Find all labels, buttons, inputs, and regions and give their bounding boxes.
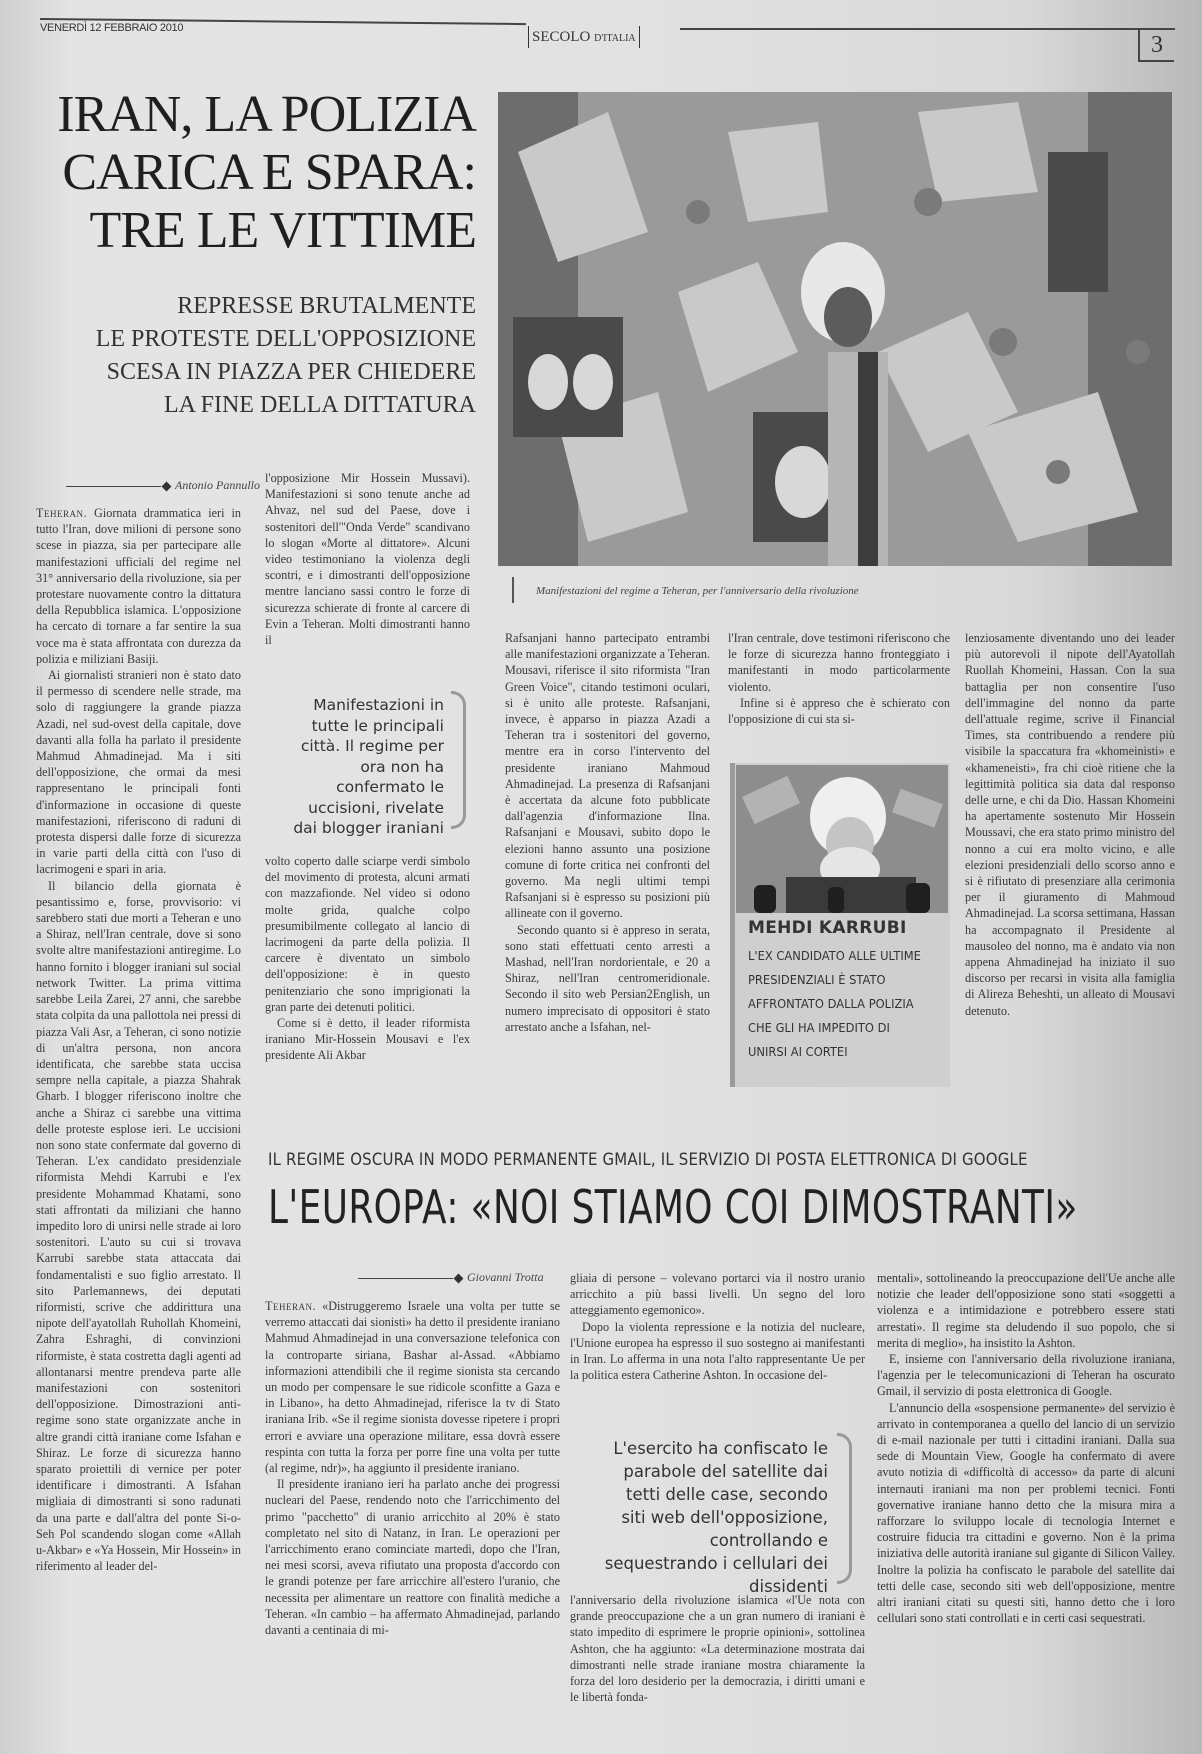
subheadline-line: LA FINE DELLA DITTATURA <box>163 392 476 418</box>
publication-suffix: D'ITALIA <box>594 33 636 44</box>
paragraph: Secondo quanto si è appreso in serata, sono stati effettuati cento arresti a Mashad, nell'Iran nordorientale, e 20 a Shiraz, nell'Iran centromeridionale. Secondo il sito web Persian2English, un numero imprecisato di oppositori è stato arrestato anche a Isfahan, nel- <box>505 922 710 1034</box>
bracket-decoration <box>837 1433 852 1584</box>
dateline: Teheran. <box>36 506 87 520</box>
byline <box>66 478 260 493</box>
paragraph: Infine si è appreso che è schierato con l'opposizione di cui sta si- <box>728 695 950 727</box>
paragraph: l'opposizione Mir Hossein Mussavi). Manifestazioni si sono tenute anche ad Ahvaz, nel sud del Paese, dove i sostenitori dell'"Onda Verde" scandivano lo slogan «Morte al dittatore». Alcuni video testimoniano la violenza degli scontri, e i dimostranti dell'opposizione mentre lanciano sassi contro le forze di sicurezza schierate di fronte al carcere di Evin a Teheran. Molti dimostranti hanno il <box>265 471 470 648</box>
diamond-icon <box>162 481 172 491</box>
paragraph: gliaia di persone – volevano portarci via il nostro uranio arricchito a più bassi livelli. Un segno del loro atteggiamento egemonico». <box>570 1271 865 1318</box>
paragraph: L'annuncio della «sospensione permanente» del servizio è arrivato in contemporanea a quello del lancio di un servizio di e-mail nazionale per tutti i cittadini iraniani. Dalla sua sede di Mountain View, Google ha confermato di avere avuto notizia di «difficoltà di accesso» da parte di alcuni internauti iraniani ma non per problemi tecnici. Fonti governative iraniane hanno detto che la misura mira a rafforzare lo sviluppo locale di tecnologia Internet e costruire fiducia tra cittadini e governo. Non è la prima iniziativa delle autorità iraniane sul gigante di Silicon Valley. Inoltre la polizia ha confiscato le parabole del satellite dai tetti delle case, secondo siti web dell'opposizione, mentre altri iraniani citati su questi siti, hanno detto che i loro cellulari sono stati controllati e in certi casi sequestrati. <box>877 1400 1175 1626</box>
article2-kicker: IL REGIME OSCURA IN MODO PERMANENTE GMAIL, IL SERVIZIO DI POSTA ELETTRONICA DI GOOGLE <box>268 1150 1028 1170</box>
page-number: 3 <box>1138 30 1174 62</box>
byline-rule <box>66 486 161 487</box>
pull-quote-text: Manifestazioni in tutte le principali città. Il regime per ora non ha confermato le uccisioni, rivelate dai blogger iraniani <box>293 696 444 837</box>
profile-name: MEHDI KARRUBI <box>748 918 907 938</box>
paragraph: volto coperto dalle sciarpe verdi simbolo del movimento di protesta, alcuni armati con mazzafionde. Nel video si odono molte grida, qualche colpo presumibilmente collegato al lancio di lacrimogeni da parte della polizia. Il carcere è diventato un simbolo dell'opposizione: è in questo penitenziario che sono imprigionati la gran parte dei detenuti politici. <box>265 854 470 1014</box>
article-column <box>265 470 470 648</box>
subheadline-line: SCESA IN PIAZZA PER CHIEDERE <box>106 359 476 385</box>
issue-date: VENERDÌ 12 FEBBRAIO 2010 <box>40 22 184 34</box>
paragraph: lenziosamente diventando uno dei leader più autorevoli il nipote dell'Ayatollah Ruollah Khomeini, Hassan. Con la sua battaglia per non consentire l'uso dell'immagine del nonno da parte dell'attuale regime, scrive il Financial Times, sta contribuendo a rendere più visibile la spaccatura fra «khomeinisti» e «khameneisti», fra chi cioè ritiene che la legittimità politica sia data dal responso delle urne, e chi da Dio. Hassan Khomeini ha apertamente sostenuto Mir Hossein Moussavi, che era stato primo ministro del nonno a cui era molto vicino, e alle elezioni presidenziali dello scorso anno e si è rifiutato di presenziare alla cerimonia per il giuramento di Mahmoud Ahmadinejad. La scorsa settimana, Hassan ha accompagnato il Presidente al mausoleo del nonno, ma è andato via non appena Ahmadinejad ha iniziato il suo discorso per recarsi in visita alla famiglia di Alireza Beheshti, un alleato di Mousavi detenuto. <box>965 631 1175 1018</box>
paragraph: Il presidente iraniano ieri ha parlato anche dei progressi nucleari del Paese, rendendo noto che l'arricchimento del primo "pacchetto" di uranio arricchito al 20% è stato completato nel sito di Natanz, in Iran. Le operazioni per l'arricchimento erano cominciate martedì, dopo che l'Iran, nei mesi scorsi, aveva rifiutato una proposta d'accordo con le grandi potenze per fare arricchire all'estero l'uranio, che necessita per alimentare un reattore con finalità mediche a Teheran. «In cambio – ha affermato Ahmadinejad, parlando davanti a centinaia di mi- <box>265 1477 560 1638</box>
dateline: Teheran. <box>265 1299 316 1313</box>
article-column <box>728 630 950 727</box>
byline-rule <box>358 1278 453 1279</box>
article-column <box>265 853 470 1064</box>
subheadline-line: REPRESSE BRUTALMENTE <box>177 293 476 319</box>
article-column <box>265 1298 560 1638</box>
paragraph: Il bilancio della giornata è pesantissimo e, forse, provvisorio: vi sarebbero stati due morti a Teheran e uno a Shiraz, nell'Iran centrale, dove si sono svolte altre manifestazioni antiregime. Lo hanno fornito i blogger iraniani sul social network Twitter. La prima vittima sarebbe Leila Zarei, 27 anni, che sarebbe stata colpita da una pallottola nei pressi di piazza Vali Asr, a Teheran, ci sono notizie di un'altra persona, non ancora identificata, che sarebbe stata uccisa sempre nella capitale, a piazza Shahrak Gharb. I blogger riferiscono inoltre che anche a Shiraz ci sarebbe una vittima delle proteste esplose ieri. Le uccisioni non sono state confermate dal governo di Teheran. L'ex candidato presidenziale riformista Mehdi Karrubi e l'ex presidente Mohammad Khatami, sono stati affrontati da miliziani che hanno impedito loro di unirsi nelle strade ai loro sostenitori. L'auto su cui si trovava Karrubi sarebbe stata attaccata dai fondamentalisti e suo figlio arrestato. Il sito Parlemannews, dei deputati riformisti, scrive che addirittura una nipote dell'ayatollah Ruhollah Khomeini, Zahra Eshraghi, di convinzioni riformiste, è stata costretta dagli agenti ad allontanarsi mentre prendeva parte alle manifestazioni con sostenitori dell'opposizione. Dimostrazioni anti-regime sono state organizzate anche in altre grandi città iraniane come Isfahan e Shiraz. Le forze di sicurezza hanno sparato proiettili di vernice per poter identificare i dimostranti. A Isfahan migliaia di dimostranti si sono radunati da una parte e dall'altra del ponte Si-o-Seh Pol scandendo slogan come «Allah u-Akbar» e «Ya Hossein, Mir Hossein» in riferimento al leader del- <box>36 878 241 1574</box>
paragraph: mentali», sottolineando la preoccupazione dell'Ue anche alle notizie che leader dell'opposizione sono stati «soggetti a violenza e a intimidazione e potrebbero essere stati arrestati». Il regime sta deludendo il suo popolo, che si merita di meglio», ha insistito la Ashton. <box>877 1271 1175 1350</box>
subheadline-line: LE PROTESTE DELL'OPPOSIZIONE <box>95 326 476 352</box>
pull-quote-text: L'esercito ha confiscato le parabole del satellite dai tetti delle case, secondo siti web dell'opposizione, controllando e sequestrando i cellulari dei dissidenti <box>604 1439 828 1596</box>
paragraph: Dopo la violenta repressione e la notizia del nucleare, l'Unione europea ha espresso il suo sostegno ai manifestanti in Iran. Lo afferma in una nota l'alto rappresentante Ue per la politica estera Catherine Ashton. In occasione del- <box>570 1319 865 1383</box>
main-headline <box>36 86 476 260</box>
headline-line: TRE LE VITTIME <box>89 202 476 259</box>
paragraph: Come si è detto, il leader riformista iraniano Mir-Hossein Mousavi e l'ex presidente Ali Akbar <box>265 1016 470 1063</box>
bracket-decoration <box>451 691 466 829</box>
paragraph: l'Iran centrale, dove testimoni riferiscono che le forze di sicurezza hanno fronteggiato i manifestanti in modo particolarmente violento. <box>728 631 950 694</box>
profile-box-accent <box>730 763 735 1087</box>
header-rule-right <box>680 28 1175 30</box>
paragraph-text: «Distruggeremo Israele una volta per tutte se verremo attaccati dai sionisti» ha detto il presidente iraniano Mahmud Ahmadinejad in una conversazione telefonica con la controparte siriana, Bashar al-Assad. «Abbiamo informazioni attendibili che il regime sionista sta cercando un modo per compensare le sue ridicole sconfitte a Gaza e in Libano», ha detto Ahmadinejad, riferisce la tv di Stato iraniana Irib. «Se il regime sionista dovesse ripetere i propri errori e avviare una operazione militare, essa dovrà essere respinta con tutta la forza per porre fine una volta per tutte (al regime, ndr)», ha aggiunto il presidente iraniano. <box>265 1299 560 1476</box>
article-column <box>570 1592 865 1705</box>
headline-line: IRAN, LA POLIZIA <box>57 86 476 143</box>
paragraph: E, insieme con l'anniversario della rivoluzione iraniana, l'agenzia per le telecomunicazioni di Teheran ha oscurato Gmail, il servizio di posta elettronica di Google. <box>877 1352 1175 1399</box>
article-column <box>570 1270 865 1383</box>
byline <box>358 1270 544 1285</box>
author-name: Antonio Pannullo <box>175 478 260 492</box>
article-column <box>965 630 1175 1019</box>
diamond-icon <box>454 1273 464 1283</box>
crowd-photo <box>498 92 1172 566</box>
publication-title: SECOLO <box>532 29 591 45</box>
sub-headline <box>36 290 476 422</box>
caption-marker <box>512 577 514 603</box>
paragraph <box>265 1298 560 1476</box>
paragraph-text: Giornata drammatica ieri in tutto l'Iran, dove milioni di persone sono scese in piazza, sia per partecipare alle manifestazioni ufficiali del regime nel 31° anniversario della rivoluzione, sia per protestare nuovamente contro la dittatura della Repubblica islamica. L'opposizione ha cercato di tornare a far sentire la sua voce ma è stata affrontata con durezza da polizia e miliziani Basiji. <box>36 506 241 666</box>
publication-name <box>528 26 640 48</box>
karrubi-photo <box>736 765 948 913</box>
paragraph: Rafsanjani hanno partecipato entrambi alle manifestazioni organizzate a Teheran. Mousavi, riferisce il sito riformista "Iran Green Voice", citando testimoni oculari, si è unito alle proteste. Rafsanjani, invece, è apparso in piazza Azadi a Teheran tra i sostenitori del governo, mentre era in corso l'intervento del presidente iraniano Mahmoud Ahmadinejad. La presenza di Rafsanjani è accertata da alcune foto pubblicate dall'agenzia d'informazione Ilna. Rafsanjani e Mousavi, subito dopo le elezioni hanno assunto una posizione comune di forte critica nei confronti del governo. Ma negli ultimi tempi Rafsanjani si è espresso su posizioni più allineate con il governo. <box>505 631 710 921</box>
headline-line: CARICA E SPARA: <box>62 144 476 201</box>
article-column <box>877 1270 1175 1626</box>
photo-caption: Manifestazioni del regime a Teheran, per l'anniversario della rivoluzione <box>536 585 859 597</box>
paragraph: l'anniversario della rivoluzione islamica «l'Ue nota con grande preoccupazione che a un gran numero di iraniani è stato impedito di esprimere le proprie opinioni», sottolinea Ashton, che ha aggiunto: «La determinazione mostrata dai dimostranti nelle strade iraniane mostra chiaramente la forza del loro desiderio per la democrazia, i diritti umani e le libertà fonda- <box>570 1593 865 1705</box>
profile-description: L'EX CANDIDATO ALLE ULTIME PRESIDENZIALI È STATO AFFRONTATO DALLA POLIZIA CHE GLI HA IMPEDITO DI UNIRSI AI CORTEI <box>748 948 921 1059</box>
author-name: Giovanni Trotta <box>467 1270 544 1284</box>
paragraph <box>36 505 241 667</box>
pull-quote <box>282 695 444 839</box>
portrait-illustration <box>736 765 948 913</box>
article-column <box>505 630 710 1035</box>
pull-quote <box>600 1437 828 1598</box>
article2-headline: L'EUROPA: «NOI STIAMO COI DIMOSTRANTI» <box>268 1180 1078 1234</box>
crowd-photo-illustration <box>498 92 1172 566</box>
paragraph: Ai giornalisti stranieri non è stato dato il permesso di scendere nelle strade, ma solo di raggiungere la grande piazza Azadi, nel sud-ovest della capitale, dove davanti alla folla ha parlato il presidente Mahmud Ahmadinejad. Ma i siti dell'opposizione, che ormai da mesi rappresentano le principali fonti d'informazione in occasione di queste manifestazioni, riferiscono di raduni di protesta dispersi dalle forze di sicurezza in varie parti della città con l'uso di lacrimogeni e spari in aria. <box>36 668 241 877</box>
article-column <box>36 505 241 1745</box>
